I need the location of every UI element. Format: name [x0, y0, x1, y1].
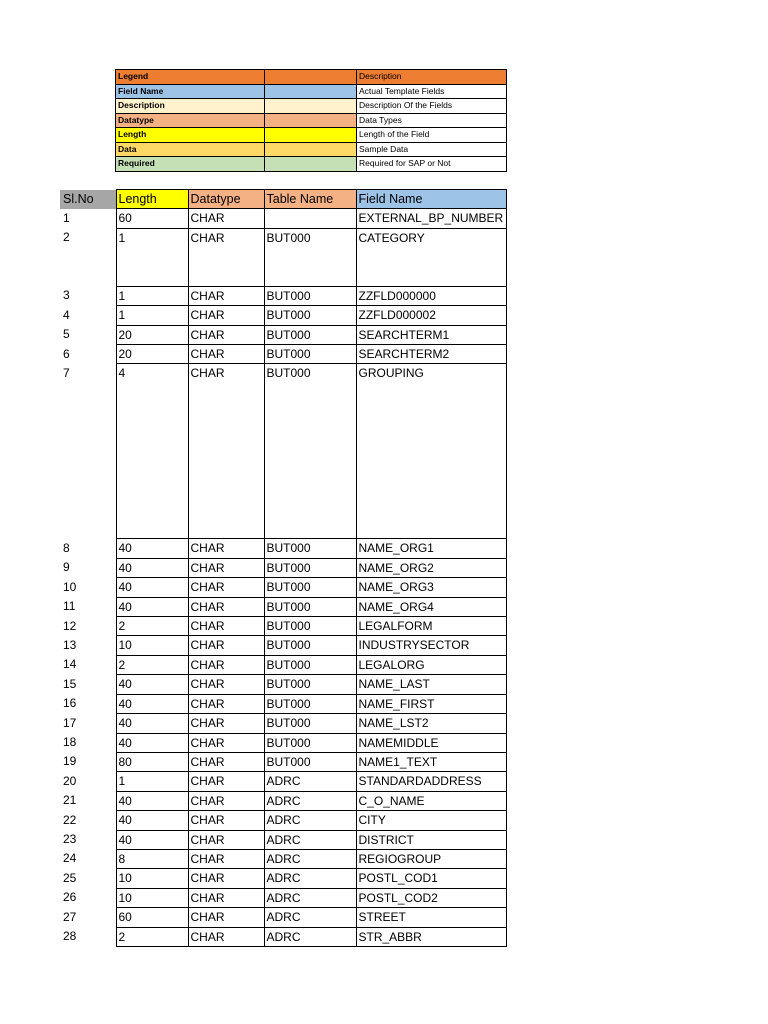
header-datatype: Datatype [188, 190, 264, 209]
row-length: 40 [116, 714, 188, 733]
table-row [60, 675, 506, 694]
row-length: 10 [116, 869, 188, 888]
row-field-name: CATEGORY [356, 228, 506, 286]
row-length: 40 [116, 675, 188, 694]
table-row [60, 364, 506, 539]
row-sl-no: 27 [63, 909, 77, 924]
row-field-name: NAMEMIDDLE [356, 733, 506, 752]
row-table-name: BUT000 [264, 578, 356, 597]
table-row [60, 636, 506, 655]
row-length: 40 [116, 597, 188, 616]
legend-swatch [265, 128, 357, 143]
row-table-name: BUT000 [264, 364, 356, 539]
legend-swatch [265, 157, 357, 172]
row-datatype: CHAR [188, 597, 264, 616]
row-field-name: NAME1_TEXT [356, 752, 506, 771]
table-row [60, 539, 506, 558]
row-length: 4 [116, 364, 188, 539]
row-length: 2 [116, 927, 188, 946]
table-row [60, 306, 506, 325]
row-table-name: BUT000 [264, 228, 356, 286]
table-row [60, 791, 506, 810]
row-table-name: BUT000 [264, 752, 356, 771]
row-field-name: C_O_NAME [356, 791, 506, 810]
row-sl-no: 28 [63, 929, 77, 944]
row-length: 40 [116, 791, 188, 810]
table-row [60, 325, 506, 344]
row-sl-no: 23 [63, 832, 77, 847]
row-table-name: ADRC [264, 849, 356, 868]
row-length: 40 [116, 694, 188, 713]
row-field-name: NAME_FIRST [356, 694, 506, 713]
row-table-name: BUT000 [264, 617, 356, 636]
row-sl-no: 22 [63, 812, 77, 827]
row-datatype: CHAR [188, 694, 264, 713]
row-table-name: ADRC [264, 791, 356, 810]
row-length: 10 [116, 888, 188, 907]
row-field-name: INDUSTRYSECTOR [356, 636, 506, 655]
row-length: 10 [116, 636, 188, 655]
row-table-name: BUT000 [264, 325, 356, 344]
legend-label: Required [116, 157, 265, 172]
legend-description: Length of the Field [357, 128, 507, 143]
legend-row [116, 128, 507, 143]
row-datatype: CHAR [188, 345, 264, 364]
row-field-name: NAME_ORG2 [356, 558, 506, 577]
row-length: 20 [116, 345, 188, 364]
legend-label: Length [116, 128, 265, 143]
table-row [60, 228, 506, 286]
legend-swatch [265, 142, 357, 157]
row-table-name: ADRC [264, 830, 356, 849]
row-sl-no: 21 [63, 793, 77, 808]
row-length: 80 [116, 752, 188, 771]
row-field-name: POSTL_COD2 [356, 888, 506, 907]
row-length: 2 [116, 617, 188, 636]
legend-swatch [265, 84, 357, 99]
row-sl-no: 10 [63, 579, 77, 594]
row-length: 1 [116, 228, 188, 286]
table-row [60, 655, 506, 674]
row-sl-no: 8 [63, 540, 70, 555]
row-field-name: NAME_LST2 [356, 714, 506, 733]
row-datatype: CHAR [188, 927, 264, 946]
row-field-name: CITY [356, 811, 506, 830]
legend-swatch [265, 70, 357, 85]
row-sl-no: 6 [63, 346, 70, 361]
row-sl-no: 17 [63, 715, 77, 730]
row-sl-no: 9 [63, 560, 70, 575]
row-sl-no: 18 [63, 735, 77, 749]
row-sl-no: 5 [63, 327, 70, 342]
row-field-name: DISTRICT [356, 830, 506, 849]
legend-label: Datatype [116, 113, 265, 128]
row-sl-no: 15 [63, 676, 77, 691]
row-sl-no: 16 [63, 696, 77, 711]
row-length: 40 [116, 733, 188, 752]
table-row [60, 714, 506, 733]
row-length: 20 [116, 325, 188, 344]
row-field-name: NAME_ORG3 [356, 578, 506, 597]
row-length: 1 [116, 286, 188, 305]
row-datatype: CHAR [188, 849, 264, 868]
row-datatype: CHAR [188, 617, 264, 636]
row-table-name: ADRC [264, 772, 356, 791]
table-row [60, 908, 506, 927]
row-datatype: CHAR [188, 752, 264, 771]
row-datatype: CHAR [188, 286, 264, 305]
row-table-name: BUT000 [264, 558, 356, 577]
legend-table [115, 69, 507, 172]
legend-row [116, 157, 507, 172]
row-sl-no: 3 [63, 288, 70, 303]
row-datatype: CHAR [188, 539, 264, 558]
legend-swatch [265, 99, 357, 114]
legend-label: Description [116, 99, 265, 114]
row-sl-no: 19 [63, 754, 77, 769]
table-row [60, 617, 506, 636]
row-table-name: BUT000 [264, 286, 356, 305]
row-sl-no: 11 [63, 599, 76, 614]
row-datatype: CHAR [188, 306, 264, 325]
header-length: Length [116, 190, 188, 209]
row-datatype: CHAR [188, 655, 264, 674]
table-row [60, 733, 506, 752]
row-datatype: CHAR [188, 714, 264, 733]
row-sl-no: 4 [63, 307, 70, 322]
row-sl-no: 20 [63, 773, 77, 788]
legend-description: Data Types [357, 113, 507, 128]
row-datatype: CHAR [188, 675, 264, 694]
row-datatype: CHAR [188, 908, 264, 927]
row-field-name: REGIOGROUP [356, 849, 506, 868]
row-field-name: STANDARDADDRESS [356, 772, 506, 791]
row-table-name [264, 209, 356, 228]
row-datatype: CHAR [188, 228, 264, 286]
table-row [60, 927, 506, 946]
table-row [60, 869, 506, 888]
legend-swatch [265, 113, 357, 128]
row-table-name: BUT000 [264, 597, 356, 616]
row-length: 1 [116, 306, 188, 325]
row-datatype: CHAR [188, 733, 264, 752]
legend-row [116, 142, 507, 157]
row-table-name: BUT000 [264, 636, 356, 655]
row-sl-no: 1 [63, 210, 70, 225]
row-datatype: CHAR [188, 578, 264, 597]
row-datatype: CHAR [188, 325, 264, 344]
row-sl-no: 12 [63, 618, 77, 633]
row-datatype: CHAR [188, 830, 264, 849]
table-row [60, 752, 506, 771]
row-field-name: ZZFLD000002 [356, 306, 506, 325]
row-length: 60 [116, 209, 188, 228]
row-length: 2 [116, 655, 188, 674]
legend-row [116, 70, 507, 85]
row-datatype: CHAR [188, 791, 264, 810]
table-row [60, 811, 506, 830]
row-field-name: SEARCHTERM1 [356, 325, 506, 344]
legend-description: Description Of the Fields [357, 99, 507, 114]
row-datatype: CHAR [188, 888, 264, 907]
row-field-name: GROUPING [356, 364, 506, 539]
row-table-name: BUT000 [264, 655, 356, 674]
row-length: 8 [116, 849, 188, 868]
row-length: 1 [116, 772, 188, 791]
table-row [60, 772, 506, 791]
legend-description: Sample Data [357, 142, 507, 157]
row-table-name: BUT000 [264, 345, 356, 364]
legend-description: Actual Template Fields [357, 84, 507, 99]
table-row [60, 597, 506, 616]
row-sl-no: 2 [63, 230, 70, 245]
row-sl-no: 7 [63, 365, 70, 380]
row-field-name: EXTERNAL_BP_NUMBER [356, 209, 506, 228]
table-row [60, 888, 506, 907]
legend-row [116, 84, 507, 99]
row-field-name: ZZFLD000000 [356, 286, 506, 305]
row-field-name: POSTL_COD1 [356, 869, 506, 888]
field-table [60, 189, 507, 947]
row-length: 60 [116, 908, 188, 927]
table-row [60, 286, 506, 305]
table-row [60, 209, 506, 228]
row-field-name: NAME_ORG1 [356, 539, 506, 558]
row-field-name: NAME_LAST [356, 675, 506, 694]
row-length: 40 [116, 811, 188, 830]
row-field-name: SEARCHTERM2 [356, 345, 506, 364]
table-row [60, 849, 506, 868]
row-datatype: CHAR [188, 772, 264, 791]
header-field-name: Field Name [356, 190, 506, 209]
row-field-name: LEGALORG [356, 655, 506, 674]
row-datatype: CHAR [188, 364, 264, 539]
row-sl-no: 26 [63, 890, 77, 905]
header-sl-no: Sl.No [60, 190, 116, 209]
row-length: 40 [116, 578, 188, 597]
row-length: 40 [116, 539, 188, 558]
row-table-name: BUT000 [264, 694, 356, 713]
row-table-name: BUT000 [264, 675, 356, 694]
table-row [60, 694, 506, 713]
row-datatype: CHAR [188, 209, 264, 228]
row-datatype: CHAR [188, 869, 264, 888]
row-table-name: ADRC [264, 811, 356, 830]
row-table-name: ADRC [264, 927, 356, 946]
row-datatype: CHAR [188, 811, 264, 830]
row-table-name: ADRC [264, 869, 356, 888]
row-length: 40 [116, 830, 188, 849]
legend-description: Description [357, 70, 507, 85]
row-sl-no: 13 [63, 637, 77, 652]
row-table-name: BUT000 [264, 714, 356, 733]
row-length: 40 [116, 558, 188, 577]
row-sl-no: 24 [63, 851, 77, 866]
row-sl-no: 14 [63, 657, 77, 672]
header-table-name: Table Name [264, 190, 356, 209]
row-field-name: STR_ABBR [356, 927, 506, 946]
legend-row [116, 113, 507, 128]
row-table-name: BUT000 [264, 306, 356, 325]
row-field-name: LEGALFORM [356, 617, 506, 636]
legend-row [116, 99, 507, 114]
row-datatype: CHAR [188, 558, 264, 577]
row-table-name: ADRC [264, 908, 356, 927]
legend-label: Data [116, 142, 265, 157]
row-table-name: BUT000 [264, 539, 356, 558]
table-row [60, 578, 506, 597]
table-row [60, 830, 506, 849]
legend-label: Field Name [116, 84, 265, 99]
row-field-name: NAME_ORG4 [356, 597, 506, 616]
legend-label: Legend [116, 70, 265, 85]
legend-description: Required for SAP or Not [357, 157, 507, 172]
table-header-row [60, 190, 506, 209]
table-row [60, 558, 506, 577]
row-datatype: CHAR [188, 636, 264, 655]
row-sl-no: 25 [63, 870, 77, 885]
table-row [60, 345, 506, 364]
row-field-name: STREET [356, 908, 506, 927]
row-table-name: BUT000 [264, 733, 356, 752]
row-table-name: ADRC [264, 888, 356, 907]
